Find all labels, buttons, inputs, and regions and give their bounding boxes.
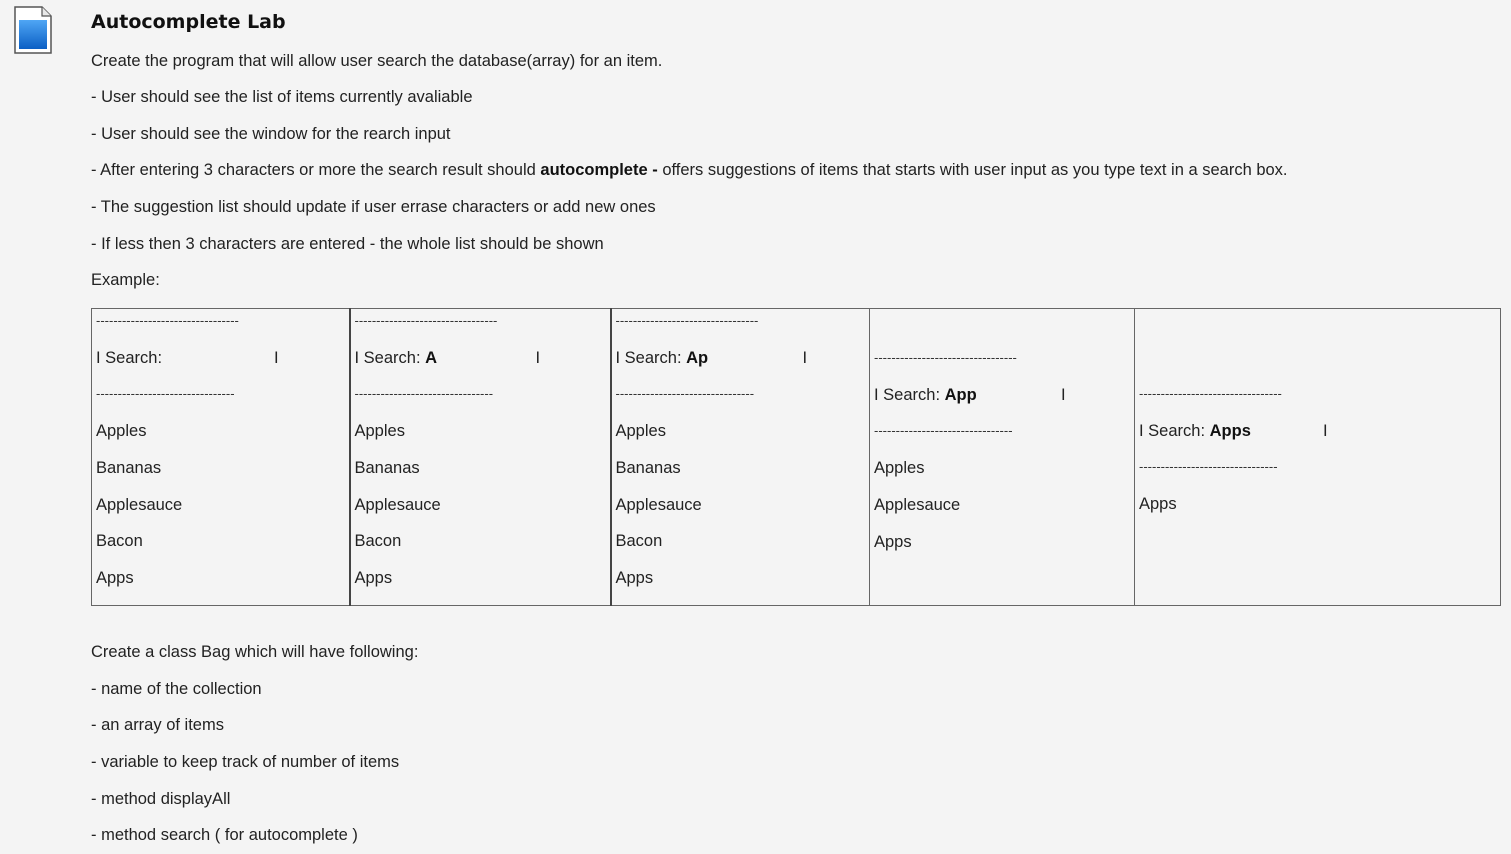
separator-bottom: -------------------------------- bbox=[96, 386, 235, 402]
search-label: I Search: bbox=[354, 348, 426, 367]
example-column-3 bbox=[611, 309, 870, 606]
result-item: Bacon bbox=[96, 532, 143, 551]
text-cursor: I bbox=[1061, 385, 1066, 404]
text-cursor: I bbox=[802, 348, 808, 367]
search-query: Ap bbox=[686, 348, 709, 367]
text-cursor: I bbox=[535, 348, 541, 367]
separator-bottom: -------------------------------- bbox=[354, 386, 494, 402]
requirement-4: - The suggestion list should update if user errase characters or add new ones bbox=[91, 198, 656, 216]
result-item: Bacon bbox=[615, 532, 663, 551]
search-label: I Search: bbox=[874, 385, 945, 404]
result-item: Bananas bbox=[96, 458, 162, 477]
separator-top: --------------------------------- bbox=[874, 350, 1017, 365]
result-item: Apps bbox=[615, 568, 654, 587]
example-column-5 bbox=[1135, 309, 1501, 606]
search-line bbox=[96, 348, 279, 368]
search-label: I Search: bbox=[1139, 421, 1210, 440]
result-item: Apps bbox=[96, 568, 134, 587]
search-line bbox=[874, 385, 1066, 405]
requirement-3 bbox=[91, 160, 1288, 180]
requirement-1: - User should see the list of items currently avaliable bbox=[91, 88, 473, 106]
intro-text: Create the program that will allow user search the database(array) for an item. bbox=[91, 52, 663, 70]
result-item: Applesauce bbox=[874, 495, 961, 514]
separator-bottom: -------------------------------- bbox=[615, 386, 755, 402]
example-label: Example: bbox=[91, 271, 160, 289]
result-item: Apps bbox=[874, 532, 912, 551]
example-column-2 bbox=[350, 309, 611, 606]
result-item: Applesauce bbox=[615, 495, 702, 514]
search-query: Apps bbox=[1209, 421, 1251, 440]
separator-top: --------------------------------- bbox=[1139, 386, 1282, 401]
bag-item-5: - method search ( for autocomplete ) bbox=[91, 826, 358, 844]
separator-bottom: -------------------------------- bbox=[1139, 459, 1278, 475]
page-title: Autocomplete Lab bbox=[91, 11, 286, 33]
search-query: A bbox=[425, 348, 438, 367]
result-item: Apples bbox=[96, 422, 147, 441]
search-line bbox=[615, 348, 808, 368]
requirement-3-bold: autocomplete - bbox=[540, 161, 658, 179]
example-column-4 bbox=[870, 309, 1135, 606]
bag-intro: Create a class Bag which will have following: bbox=[91, 643, 419, 661]
result-item: Applesauce bbox=[354, 495, 441, 514]
result-item: Bananas bbox=[615, 458, 681, 477]
result-item: Bananas bbox=[354, 458, 420, 477]
bag-item-1: - name of the collection bbox=[91, 680, 262, 698]
result-item: Apples bbox=[615, 422, 666, 441]
search-line bbox=[1139, 421, 1328, 441]
result-item: Apples bbox=[874, 459, 925, 478]
search-label: I Search: bbox=[96, 348, 163, 367]
result-item: Apps bbox=[1139, 495, 1177, 514]
search-label: I Search: bbox=[615, 348, 687, 367]
requirement-5: - If less then 3 characters are entered - the whole list should be shown bbox=[91, 235, 604, 253]
result-item: Apps bbox=[354, 568, 393, 587]
separator-bottom: -------------------------------- bbox=[874, 423, 1013, 439]
text-cursor: I bbox=[274, 348, 279, 367]
separator-top: --------------------------------- bbox=[615, 313, 759, 328]
search-line bbox=[354, 348, 541, 368]
requirement-2: - User should see the window for the rearch input bbox=[91, 125, 451, 143]
example-table bbox=[91, 308, 1501, 606]
text-cursor: I bbox=[1323, 421, 1328, 440]
result-item: Apples bbox=[354, 422, 405, 441]
requirement-3-text-end: offers suggestions of items that starts with user input as you type text in a search box. bbox=[657, 161, 1288, 179]
separator-top: --------------------------------- bbox=[354, 313, 498, 328]
result-item: Applesauce bbox=[96, 495, 183, 514]
requirement-3-text: - After entering 3 characters or more the search result should bbox=[91, 161, 541, 179]
bag-item-2: - an array of items bbox=[91, 716, 224, 734]
bag-item-3: - variable to keep track of number of items bbox=[91, 753, 400, 771]
document-icon bbox=[14, 6, 52, 54]
bag-item-4: - method displayAll bbox=[91, 790, 231, 808]
result-item: Bacon bbox=[354, 532, 402, 551]
example-column-1 bbox=[92, 309, 350, 606]
separator-top: --------------------------------- bbox=[96, 313, 239, 328]
search-query: App bbox=[944, 385, 977, 404]
